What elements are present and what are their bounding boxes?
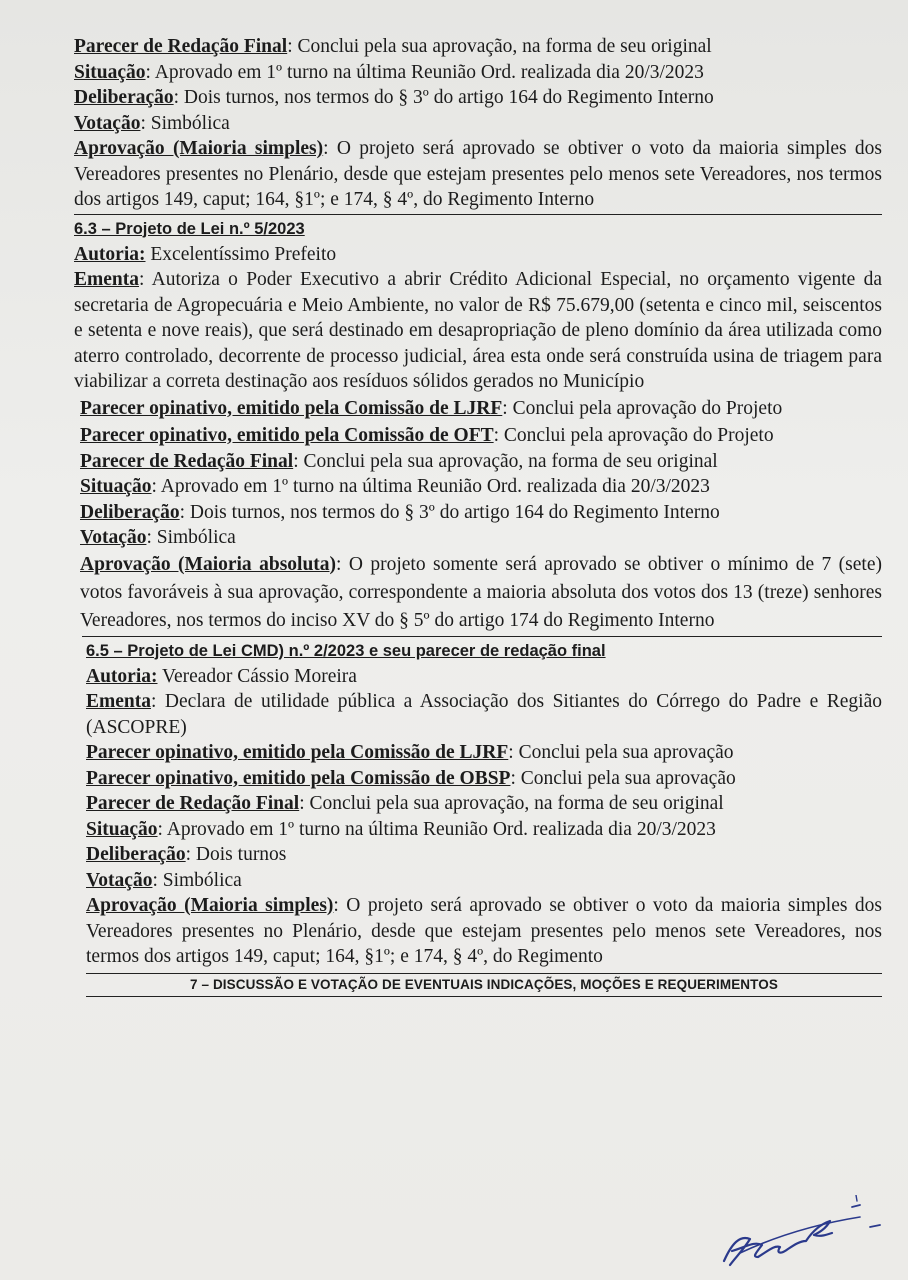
section-6-2-tail (74, 34, 882, 213)
ementa (86, 689, 882, 740)
parecer-oft (80, 422, 882, 449)
field-label: Votação (80, 527, 147, 548)
field-value: : Dois turnos, nos termos do § 3º do artigo 164 do Regimento Interno (179, 501, 720, 523)
field-value: : Conclui pela sua aprovação (508, 742, 734, 763)
parecer-ljrf (86, 740, 882, 766)
field-label: Aprovação (Maioria simples) (74, 138, 324, 159)
field-value: : Dois turnos, nos termos do § 3º do artigo 164 do Regimento Interno (173, 87, 714, 108)
field-value: Vereador Cássio Moreira (157, 665, 357, 687)
section-divider (74, 214, 882, 215)
deliberacao (86, 842, 882, 868)
field-label: Parecer opinativo, emitido pela Comissão de LJRF (80, 397, 503, 419)
section-heading: 6.5 – Projeto de Lei CMD) n.º 2/2023 e seu parecer de redação final (86, 641, 606, 660)
field-label: Situação (74, 61, 146, 83)
field-label: Deliberação (74, 87, 174, 108)
section-heading: 6.3 – Projeto de Lei n.º 5/2023 (74, 219, 305, 238)
field-value: : Aprovado em 1º turno na última Reunião Ord. realizada dia 20/3/2023 (145, 61, 704, 83)
field-label: Parecer opinativo, emitido pela Comissão de LJRF (86, 742, 509, 763)
situacao (80, 474, 882, 500)
field-value: : Conclui pela sua aprovação, na forma de seu original (293, 450, 718, 472)
field-label: Autoria: (86, 665, 158, 687)
autoria (74, 242, 882, 268)
aprovacao (80, 551, 882, 635)
field-label: Deliberação (80, 501, 180, 523)
field-label: Parecer de Redação Final (74, 36, 288, 57)
field-label: Parecer de Redação Final (86, 793, 300, 814)
document-content (74, 34, 882, 998)
field-label: Situação (86, 818, 158, 840)
field-value: : Conclui pela aprovação do Projeto (493, 424, 774, 446)
field-value: : Conclui pela aprovação do Projeto (502, 397, 783, 419)
section-divider (86, 973, 882, 974)
ementa (74, 267, 882, 395)
deliberacao (74, 85, 882, 111)
field-label: Situação (80, 476, 152, 497)
field-label: Ementa (86, 691, 151, 712)
field-value: : O projeto será aprovado se obtiver o voto da maioria simples dos Vereadores presentes no Plenário, desde que estejam presentes pelo menos sete Vereadores, nos termos dos artigos 149, caput; 164, §1º; e 174, § 4º, do Regimento (86, 895, 882, 967)
section-divider (86, 996, 882, 997)
field-value: : Declara de utilidade pública a Associação dos Sitiantes do Córrego do Padre e Região (ASCOPRE) (86, 691, 882, 738)
field-value: : Conclui pela sua aprovação (510, 767, 736, 789)
handwritten-signature-icon (710, 1195, 900, 1275)
field-value: Excelentíssimo Prefeito (145, 243, 337, 265)
parecer-obsp (86, 766, 882, 792)
section-6-5 (86, 640, 882, 970)
autoria (86, 664, 882, 690)
field-value: : O projeto será aprovado se obtiver o voto da maioria simples dos Vereadores presentes no Plenário, desde que estejam presentes pelo menos sete Vereadores, nos termos dos artigos 149, caput; 164, §1º; e 174, § 4º, do Regimento Interno (74, 138, 882, 210)
deliberacao (80, 500, 882, 526)
field-value: : Dois turnos (185, 844, 287, 865)
field-label: Parecer opinativo, emitido pela Comissão de OFT (80, 424, 494, 446)
field-label: Autoria: (74, 243, 146, 265)
field-label: Votação (86, 869, 153, 891)
section-6-3 (74, 218, 882, 635)
votacao (80, 525, 882, 551)
field-label: Votação (74, 112, 141, 134)
field-value: : Autoriza o Poder Executivo a abrir Crédito Adicional Especial, no orçamento vigente da secretaria de Agropecuária e Meio Ambiente, no valor de R$ 75.679,00 (setenta e cinco mil, seiscentos e setenta e nove reais), que será destinado em desapropriação de pleno domínio da área utilizada como aterro controlado, decorrente de processo judicial, área esta onde será construída usina de triagem para viabilizar a correta destinação aos resíduos sólidos gerados no Município (74, 269, 882, 392)
votacao (74, 111, 882, 137)
field-value: : Simbólica (140, 112, 230, 134)
parecer-redacao-final (80, 449, 882, 475)
field-label: Deliberação (86, 844, 186, 865)
section-7-heading: 7 – DISCUSSÃO E VOTAÇÃO DE EVENTUAIS INDICAÇÕES, MOÇÕES E REQUERIMENTOS (190, 976, 778, 992)
field-label: Aprovação (Maioria simples) (86, 895, 334, 916)
field-label: Parecer opinativo, emitido pela Comissão de OBSP (86, 767, 511, 789)
field-label: Parecer de Redação Final (80, 450, 294, 472)
field-value: : Conclui pela sua aprovação, na forma de seu original (287, 36, 712, 57)
field-value: : Aprovado em 1º turno na última Reunião Ord. realizada dia 20/3/2023 (151, 476, 710, 497)
aprovacao (86, 893, 882, 970)
field-value: : O projeto somente será aprovado se obtiver o mínimo de 7 (sete) votos favoráveis à sua aprovação, correspondente a maioria absoluta dos votos dos 13 (treze) senhores Vereadores, nos termos do inciso XV do § 5º do artigo 174 do Regimento Interno (80, 553, 882, 631)
parecer-redacao-final (86, 791, 882, 817)
votacao (86, 868, 882, 894)
situacao (74, 60, 882, 86)
parecer-redacao-final (74, 34, 882, 60)
field-label: Aprovação (Maioria absoluta) (80, 553, 337, 575)
field-value: : Simbólica (146, 527, 236, 548)
field-label: Ementa (74, 269, 139, 290)
field-value: : Simbólica (152, 869, 242, 891)
field-value: : Aprovado em 1º turno na última Reunião Ord. realizada dia 20/3/2023 (157, 818, 716, 840)
section-divider (82, 636, 882, 637)
situacao (86, 817, 882, 843)
field-value: : Conclui pela sua aprovação, na forma de seu original (299, 793, 724, 814)
parecer-ljrf (80, 395, 882, 422)
aprovacao (74, 136, 882, 213)
